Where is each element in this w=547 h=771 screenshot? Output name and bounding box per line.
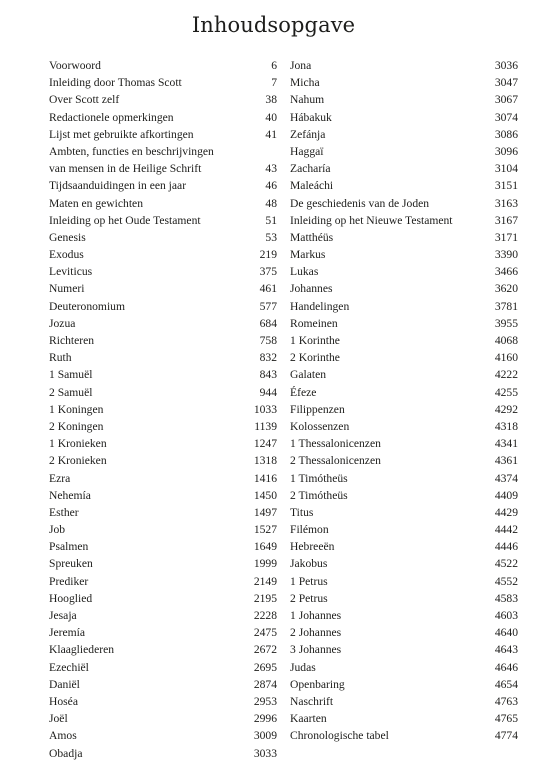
toc-entry bbox=[290, 470, 518, 487]
toc-entry-label: 1 Koningen bbox=[49, 402, 104, 416]
toc-entry-page-number: 4374 bbox=[494, 471, 518, 485]
toc-entry-label: Galaten bbox=[290, 368, 327, 382]
toc-entry-page-number: 3781 bbox=[494, 299, 518, 313]
toc-entry bbox=[49, 315, 277, 332]
toc-entry-page-number: 843 bbox=[259, 368, 277, 382]
toc-entry bbox=[290, 109, 518, 126]
toc-entry-page-number: 1450 bbox=[253, 488, 277, 502]
toc-entry bbox=[290, 504, 518, 521]
toc-entry-page-number: 4160 bbox=[494, 351, 518, 365]
toc-entry-page-number: 4318 bbox=[494, 419, 518, 433]
toc-entry-page-number: 4292 bbox=[494, 402, 518, 416]
toc-entry-page-number: 1139 bbox=[254, 419, 277, 433]
toc-entry-page-number: 3390 bbox=[494, 248, 518, 262]
toc-entry-page-number: 4442 bbox=[494, 523, 518, 537]
toc-entry-page-number: 2874 bbox=[253, 677, 277, 691]
toc-entry bbox=[49, 727, 277, 744]
toc-entry-page-number: 3620 bbox=[494, 282, 518, 296]
toc-entry bbox=[49, 693, 277, 710]
toc-entry-page-number: 4643 bbox=[494, 643, 518, 657]
toc-entry-label: 1 Thessalonicenzen bbox=[290, 437, 381, 451]
toc-entry bbox=[49, 195, 277, 212]
toc-entry-page-number: 3009 bbox=[253, 729, 277, 743]
toc-entry-page-number: 3171 bbox=[494, 230, 518, 244]
toc-entry-page-number: 3074 bbox=[494, 110, 518, 124]
toc-entry bbox=[290, 229, 518, 246]
toc-entry bbox=[290, 710, 518, 727]
toc-entry-page-number: 1416 bbox=[253, 471, 277, 485]
toc-entry-page-number: 2228 bbox=[253, 609, 277, 622]
toc-entry bbox=[49, 384, 277, 401]
toc-entry bbox=[49, 366, 277, 383]
toc-entry bbox=[49, 573, 277, 590]
toc-entry-label: Over Scott zelf bbox=[49, 93, 120, 107]
toc-entry-page-number: 4763 bbox=[494, 694, 518, 708]
toc-entry bbox=[49, 91, 277, 108]
toc-entry-page-number: 4255 bbox=[494, 385, 518, 399]
toc-entry-page-number: 1033 bbox=[253, 402, 277, 416]
toc-entry-page-number: 3047 bbox=[494, 76, 518, 90]
toc-entry bbox=[290, 693, 518, 710]
toc-entry bbox=[49, 160, 277, 177]
toc-entry bbox=[290, 57, 518, 74]
toc-entry-page-number: 3033 bbox=[253, 746, 277, 760]
toc-entry-page-number: 944 bbox=[259, 385, 277, 399]
toc-entry bbox=[290, 641, 518, 658]
toc-entry bbox=[290, 195, 518, 212]
toc-entry-label: 2 Kronieken bbox=[49, 454, 107, 468]
toc-entry-page-number: 4603 bbox=[494, 609, 518, 622]
toc-entry bbox=[290, 91, 518, 108]
toc-entry-label: Klaagliederen bbox=[49, 643, 115, 657]
toc-entry bbox=[290, 143, 518, 160]
toc-entry-page-number: 38 bbox=[265, 93, 277, 107]
toc-entry-label: 2 Timótheüs bbox=[290, 488, 348, 502]
toc-entry-label: Lukas bbox=[290, 265, 319, 279]
toc-entry-label: 2 Korinthe bbox=[290, 351, 340, 365]
toc-entry-page-number: 2953 bbox=[253, 694, 277, 708]
toc-entry-label: Job bbox=[49, 523, 66, 537]
toc-entry bbox=[49, 57, 277, 74]
toc-entry-label: Numeri bbox=[49, 282, 85, 296]
toc-entry-page-number: 1318 bbox=[253, 454, 277, 468]
toc-entry bbox=[49, 745, 277, 762]
toc-entry-label: Esther bbox=[49, 505, 79, 519]
toc-entry-page-number: 2996 bbox=[253, 712, 277, 726]
toc-entry-label: Maleáchi bbox=[290, 179, 334, 193]
toc-entry-label: Micha bbox=[290, 76, 320, 90]
toc-entry-page-number: 4646 bbox=[494, 660, 518, 674]
toc-entry bbox=[49, 470, 277, 487]
toc-entry bbox=[290, 74, 518, 91]
toc-entry-label: Hooglied bbox=[49, 591, 93, 605]
toc-entry bbox=[290, 676, 518, 693]
toc-entry-page-number: 3067 bbox=[494, 93, 518, 107]
toc-entry-page-number: 758 bbox=[259, 334, 277, 347]
toc-entry-label: Jeremía bbox=[49, 626, 86, 640]
toc-entry-label: Lijst met gebruikte afkortingen bbox=[49, 127, 194, 141]
toc-entry-page-number: 40 bbox=[265, 110, 277, 124]
toc-entry bbox=[290, 727, 518, 744]
toc-entry-label: Jakobus bbox=[290, 557, 328, 571]
toc-entry-label: Prediker bbox=[49, 574, 89, 588]
toc-entry-page-number: 4583 bbox=[494, 591, 518, 605]
toc-entry-label: Jozua bbox=[49, 316, 76, 330]
toc-entry bbox=[49, 624, 277, 641]
toc-entry bbox=[290, 177, 518, 194]
toc-entry-label: 1 Korinthe bbox=[290, 334, 340, 347]
toc-entry bbox=[290, 126, 518, 143]
toc-entry bbox=[49, 521, 277, 538]
toc-entry-page-number: 219 bbox=[259, 248, 277, 262]
toc-entry bbox=[49, 676, 277, 693]
toc-entry-label: Éfeze bbox=[290, 385, 317, 399]
toc-entry bbox=[49, 246, 277, 263]
toc-entry-label: 2 Johannes bbox=[290, 626, 342, 640]
toc-entry-label: Joël bbox=[49, 712, 68, 726]
toc-entry-page-number: 4640 bbox=[494, 626, 518, 640]
toc-entry-page-number: 684 bbox=[259, 316, 277, 330]
toc-entry-label: Filémon bbox=[290, 523, 329, 537]
toc-entry-page-number: 4361 bbox=[494, 454, 518, 468]
toc-entry-label: Haggaï bbox=[290, 144, 324, 158]
toc-entry-page-number: 3086 bbox=[494, 127, 518, 141]
toc-entry-page-number: 48 bbox=[265, 196, 277, 210]
toc-entry bbox=[49, 659, 277, 676]
toc-entry bbox=[290, 160, 518, 177]
toc-entry-page-number: 4409 bbox=[494, 488, 518, 502]
toc-entry-page-number: 1247 bbox=[253, 437, 277, 451]
toc-entry bbox=[290, 263, 518, 280]
toc-entry-page-number: 7 bbox=[271, 76, 277, 90]
toc-entry-page-number: 53 bbox=[265, 230, 277, 244]
toc-entry bbox=[290, 349, 518, 366]
toc-entry-page-number: 4222 bbox=[494, 368, 518, 382]
toc-entry bbox=[49, 109, 277, 126]
toc-entry-label: Nahum bbox=[290, 93, 325, 107]
toc-entry-label: Redactionele opmerkingen bbox=[49, 110, 174, 124]
toc-entry-label: Zefánja bbox=[290, 127, 326, 141]
toc-entry bbox=[49, 435, 277, 452]
toc-entry-label: Leviticus bbox=[49, 265, 93, 279]
toc-entry-label: Psalmen bbox=[49, 540, 89, 554]
toc-entry bbox=[49, 349, 277, 366]
toc-entry-label: Richteren bbox=[49, 334, 95, 347]
toc-entry-label: 2 Samuël bbox=[49, 385, 93, 399]
toc-entry bbox=[290, 659, 518, 676]
toc-entry bbox=[290, 418, 518, 435]
toc-entry-page-number: 43 bbox=[265, 162, 277, 176]
toc-entry-label: Ezechiël bbox=[49, 660, 89, 674]
toc-entry-page-number: 4774 bbox=[494, 729, 518, 743]
toc-entry-label: Inleiding op het Nieuwe Testament bbox=[290, 213, 453, 227]
toc-entry bbox=[290, 487, 518, 504]
toc-entry-label: Judas bbox=[290, 660, 316, 674]
toc-entry bbox=[290, 401, 518, 418]
toc-entry-page-number: 6 bbox=[271, 59, 277, 72]
toc-entry-page-number: 2195 bbox=[253, 591, 277, 605]
toc-entry-label: Kolossenzen bbox=[290, 419, 350, 433]
toc-entry bbox=[49, 452, 277, 469]
toc-entry-label: Titus bbox=[290, 505, 314, 519]
toc-entry-label: Nehemía bbox=[49, 488, 91, 502]
toc-entry-page-number: 2695 bbox=[253, 660, 277, 674]
toc-entry bbox=[49, 590, 277, 607]
toc-entry-label: Genesis bbox=[49, 230, 86, 244]
toc-entry-page-number: 1497 bbox=[253, 505, 277, 519]
toc-entry-page-number: 375 bbox=[259, 265, 277, 279]
toc-entry-page-number: 51 bbox=[265, 213, 277, 227]
toc-entry bbox=[290, 555, 518, 572]
toc-entry bbox=[290, 624, 518, 641]
toc-entry-page-number: 3167 bbox=[494, 213, 518, 227]
toc-entry bbox=[290, 452, 518, 469]
toc-entry-label: 2 Thessalonicenzen bbox=[290, 454, 381, 468]
toc-entry-label: 2 Petrus bbox=[290, 591, 328, 605]
toc-entry bbox=[49, 487, 277, 504]
page-title: Inhoudsopgave bbox=[191, 13, 356, 37]
toc-entry-label: De geschiedenis van de Joden bbox=[290, 196, 430, 210]
toc-entry-label: Inleiding op het Oude Testament bbox=[49, 213, 201, 227]
toc-entry-label: Kaarten bbox=[290, 712, 327, 726]
toc-entry-label: Naschrift bbox=[290, 694, 334, 708]
toc-entry bbox=[290, 538, 518, 555]
toc-entry-label: Handelingen bbox=[290, 299, 350, 313]
toc-entry-page-number: 2672 bbox=[253, 643, 277, 657]
toc-entry bbox=[49, 418, 277, 435]
toc-entry bbox=[49, 298, 277, 315]
toc-entry-label: Ezra bbox=[49, 471, 71, 485]
toc-entry-page-number: 3163 bbox=[494, 196, 518, 210]
toc-entry bbox=[49, 280, 277, 297]
toc-entry-label: Romeinen bbox=[290, 316, 338, 330]
toc-entry bbox=[290, 573, 518, 590]
toc-entry-page-number: 461 bbox=[259, 282, 277, 296]
toc-entry-label: Obadja bbox=[49, 746, 83, 760]
toc-entry-page-number: 3096 bbox=[494, 144, 518, 158]
toc-entry-page-number: 1999 bbox=[253, 557, 277, 571]
toc-entry bbox=[49, 332, 277, 349]
toc-entry bbox=[290, 246, 518, 263]
toc-entry-page-number: 3955 bbox=[494, 316, 518, 330]
toc-entry bbox=[49, 641, 277, 658]
toc-entry bbox=[290, 607, 518, 624]
toc-entry-label: Daniël bbox=[49, 677, 80, 691]
toc-entry-page-number: 41 bbox=[265, 127, 277, 141]
toc-entry-label: 2 Koningen bbox=[49, 419, 104, 433]
toc-entry bbox=[49, 710, 277, 727]
toc-entry-page-number: 4552 bbox=[494, 574, 518, 588]
toc-entry-label: 1 Johannes bbox=[290, 609, 342, 622]
toc-entry-page-number: 1649 bbox=[253, 540, 277, 554]
toc-entry-label: 3 Johannes bbox=[290, 643, 342, 657]
toc-entry-label: Spreuken bbox=[49, 557, 93, 571]
toc-entry-label: Matthéüs bbox=[290, 230, 334, 244]
toc-right-column bbox=[290, 57, 518, 745]
toc-entry bbox=[290, 315, 518, 332]
toc-entry bbox=[49, 504, 277, 521]
toc-entry bbox=[49, 263, 277, 280]
toc-entry-label: Openbaring bbox=[290, 677, 345, 691]
toc-entry-label: Jesaja bbox=[49, 609, 77, 622]
toc-entry bbox=[49, 607, 277, 624]
toc-entry-label: Exodus bbox=[49, 248, 84, 262]
toc-entry bbox=[290, 384, 518, 401]
toc-entry-page-number: 4429 bbox=[494, 505, 518, 519]
toc-entry bbox=[49, 143, 277, 160]
toc-entry-page-number: 3151 bbox=[494, 179, 518, 193]
toc-entry-label: Ambten, functies en beschrijvingen bbox=[49, 144, 214, 158]
toc-entry-page-number: 1527 bbox=[253, 523, 277, 537]
toc-entry bbox=[290, 212, 518, 229]
toc-entry bbox=[290, 521, 518, 538]
toc-entry-page-number: 4654 bbox=[494, 677, 518, 691]
toc-entry bbox=[290, 298, 518, 315]
toc-entry-page-number: 46 bbox=[265, 179, 277, 193]
toc-entry-label: 1 Kronieken bbox=[49, 437, 107, 451]
toc-entry bbox=[49, 126, 277, 143]
toc-entry-label: Hábakuk bbox=[290, 110, 332, 124]
toc-entry-label: 1 Timótheüs bbox=[290, 471, 348, 485]
toc-entry-page-number: 4446 bbox=[494, 540, 518, 554]
toc-entry-label: Ruth bbox=[49, 351, 72, 365]
toc-entry-label: Deuteronomium bbox=[49, 299, 125, 313]
toc-entry-page-number: 4522 bbox=[494, 557, 518, 571]
toc-entry-page-number: 3104 bbox=[494, 162, 518, 176]
toc-entry bbox=[49, 177, 277, 194]
toc-entry-label: van mensen in de Heilige Schrift bbox=[49, 162, 202, 176]
toc-entry bbox=[49, 538, 277, 555]
toc-entry bbox=[290, 590, 518, 607]
toc-entry-page-number: 4765 bbox=[494, 712, 518, 726]
toc-entry-label: Hebreeën bbox=[290, 540, 335, 554]
toc-entry-label: Chronologische tabel bbox=[290, 729, 389, 743]
toc-entry bbox=[49, 401, 277, 418]
toc-entry bbox=[49, 555, 277, 572]
toc-entry-page-number: 577 bbox=[259, 299, 277, 313]
toc-entry-label: 1 Samuël bbox=[49, 368, 93, 382]
toc-entry-page-number: 3466 bbox=[494, 265, 518, 279]
toc-entry-label: Hoséa bbox=[49, 694, 78, 708]
toc-entry bbox=[290, 332, 518, 349]
toc-entry bbox=[49, 74, 277, 91]
toc-entry bbox=[49, 212, 277, 229]
toc-entry-label: Voorwoord bbox=[49, 59, 101, 72]
toc-entry bbox=[290, 366, 518, 383]
toc-entry bbox=[290, 280, 518, 297]
toc-entry-page-number: 4068 bbox=[494, 334, 518, 347]
toc-entry-page-number: 832 bbox=[259, 351, 277, 365]
toc-entry-page-number: 4341 bbox=[494, 437, 518, 451]
toc-left-column bbox=[49, 57, 277, 762]
toc-entry-label: Zacharía bbox=[290, 162, 331, 176]
toc-entry-page-number: 3036 bbox=[494, 59, 518, 72]
toc-entry bbox=[49, 229, 277, 246]
toc-entry-label: Jona bbox=[290, 59, 312, 72]
toc-entry-label: Filippenzen bbox=[290, 402, 345, 416]
toc-entry-page-number: 2149 bbox=[253, 574, 277, 588]
toc-entry-label: 1 Petrus bbox=[290, 574, 328, 588]
toc-entry bbox=[290, 435, 518, 452]
toc-entry-label: Amos bbox=[49, 729, 77, 743]
toc-entry-label: Tijdsaanduidingen in een jaar bbox=[49, 179, 187, 193]
toc-entry-label: Maten en gewichten bbox=[49, 196, 144, 210]
toc-entry-label: Markus bbox=[290, 248, 326, 262]
toc-entry-page-number: 2475 bbox=[253, 626, 277, 640]
toc-entry-label: Inleiding door Thomas Scott bbox=[49, 76, 182, 90]
toc-entry-label: Johannes bbox=[290, 282, 333, 296]
